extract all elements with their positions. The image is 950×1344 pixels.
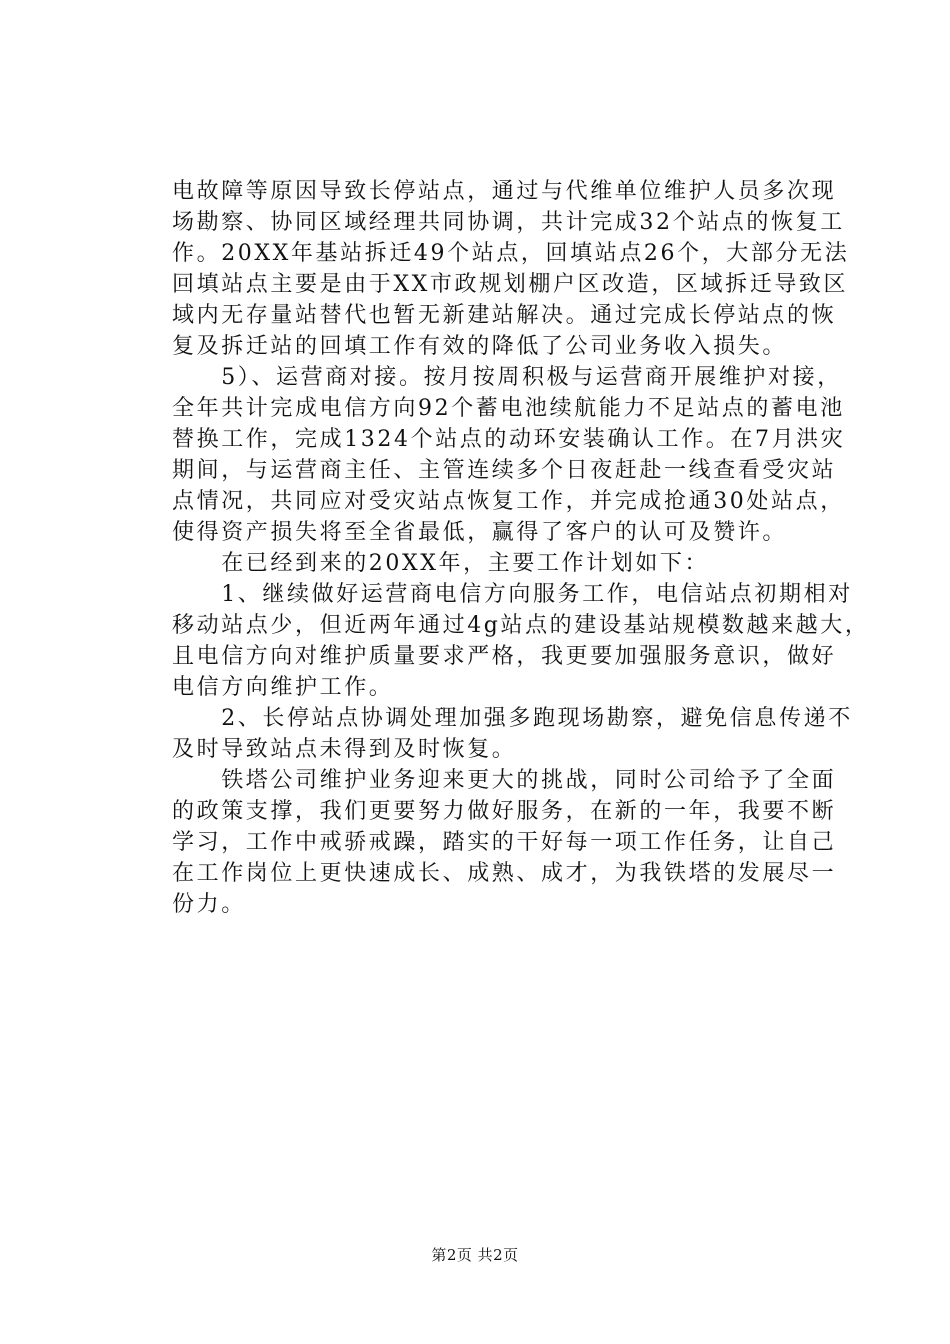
text-line: 全年共计完成电信方向92个蓄电池续航能力不足站点的蓄电池 (172, 396, 845, 421)
text-line: 复及拆迁站的回填工作有效的降低了公司业务收入损失。 (172, 334, 788, 359)
text-line: 及时导致站点未得到及时恢复。 (172, 737, 517, 762)
text-line: 场勘察、协同区域经理共同协调，共计完成32个站点的恢复工 (172, 210, 845, 235)
text-line: 作。20XX年基站拆迁49个站点，回填站点26个，大部分无法 (172, 241, 850, 266)
text-line: 期间，与运营商主任、主管连续多个日夜赶赴一线查看受灾站 (172, 458, 837, 483)
text-line: 电故障等原因导致长停站点，通过与代维单位维护人员多次现 (172, 179, 837, 204)
text-line: 且电信方向对维护质量要求严格，我更要加强服务意识，做好 (172, 644, 837, 669)
page-number-label: 第2页 共2页 (431, 1246, 519, 1264)
text-line: 2、长停站点协调处理加强多跑现场勘察，避免信息传递不 (172, 706, 853, 731)
text-line: 域内无存量站替代也暂无新建站解决。通过完成长停站点的恢 (172, 303, 837, 328)
text-line: 使得资产损失将至全省最低，赢得了客户的认可及赞许。 (172, 520, 788, 545)
text-line: 在工作岗位上更快速成长、成熟、成才，为我铁塔的发展尽一 (172, 861, 837, 886)
page-footer (0, 1245, 950, 1265)
text-line: 回填站点主要是由于XX市政规划棚户区改造，区域拆迁导致区 (172, 272, 849, 297)
text-line: 在已经到来的20XX年，主要工作计划如下： (172, 551, 710, 576)
text-line: 5）、运营商对接。按月按周积极与运营商开展维护对接， (172, 365, 842, 390)
text-line: 铁塔公司维护业务迎来更大的挑战，同时公司给予了全面 (172, 768, 837, 793)
text-line: 的政策支撑，我们更要努力做好服务，在新的一年，我要不断 (172, 799, 837, 824)
text-line: 移动站点少，但近两年通过4g站点的建设基站规模数越来越大， (172, 613, 870, 638)
text-line: 点情况，共同应对受灾站点恢复工作，并完成抢通30处站点， (172, 489, 845, 514)
body-text (172, 176, 870, 920)
text-line: 学习，工作中戒骄戒躁，踏实的干好每一项工作任务，让自己 (172, 830, 837, 855)
text-line: 份力。 (172, 892, 246, 917)
text-line: 替换工作，完成1324个站点的动环安装确认工作。在7月洪灾 (172, 427, 846, 452)
text-line: 1、继续做好运营商电信方向服务工作，电信站点初期相对 (172, 582, 853, 607)
text-line: 电信方向维护工作。 (172, 675, 394, 700)
